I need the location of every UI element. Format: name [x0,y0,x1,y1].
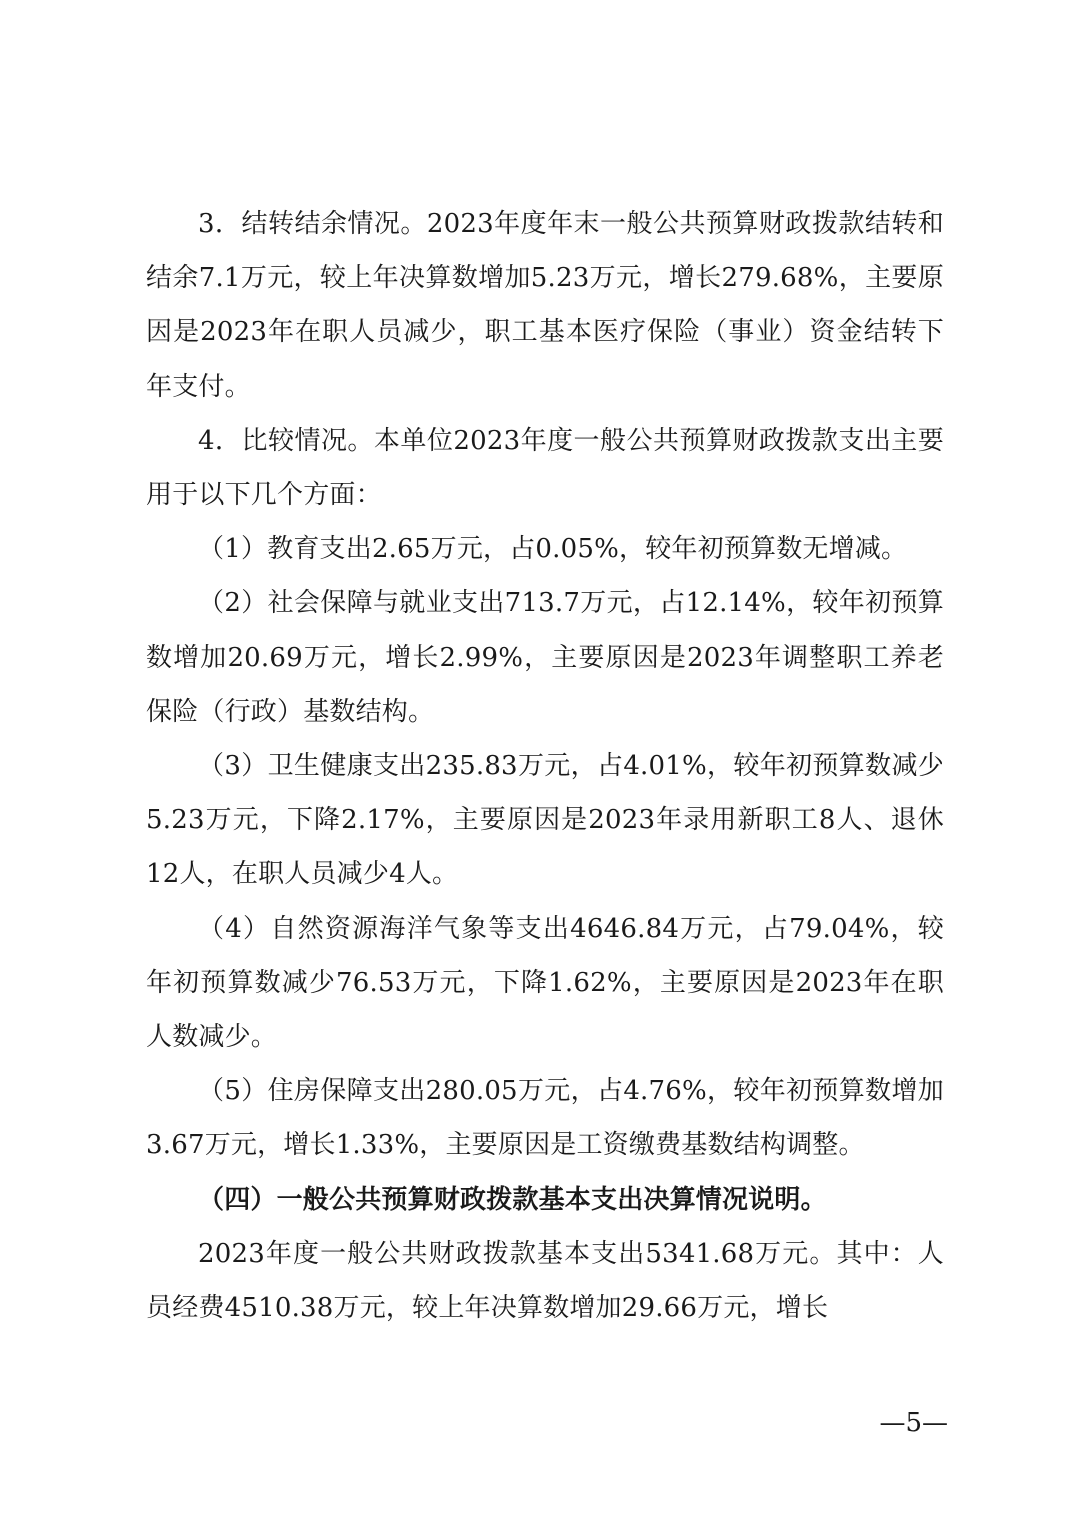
body-text [146,197,944,1335]
page-number: —5— [879,1408,948,1438]
paragraph-basic-expenditure: 2023年度一般公共财政拨款基本支出5341.68万元。其中：人员经费4510.38万元，较上年决算数增加29.66万元，增长 [146,1238,944,1324]
paragraph-education-expense: （1）教育支出2.65万元，占0.05%，较年初预算数无增减。 [198,534,908,565]
paragraph-natural-resources-expense: （4）自然资源海洋气象等支出4646.84万元，占79.04%，较年初预算数减少76.53万元，下降1.62%，主要原因是2023年在职人数减少。 [146,913,944,1053]
section-heading-basic-expenditure: （四）一般公共预算财政拨款基本支出决算情况说明。 [198,1184,827,1215]
paragraph-social-security-expense: （2）社会保障与就业支出713.7万元，占12.14%，较年初预算数增加20.69万元，增长2.99%，主要原因是2023年调整职工养老保险（行政）基数结构。 [146,588,944,727]
paragraph-health-expense: （3）卫生健康支出235.83万元，占4.01%，较年初预算数减少5.23万元，下降2.17%，主要原因是2023年录用新职工8人、退休12人，在职人员减少4人。 [146,751,944,890]
paragraph-comparison-intro: 4．比较情况。本单位2023年度一般公共预算财政拨款支出主要用于以下几个方面： [146,425,944,511]
paragraph-housing-expense: （5）住房保障支出280.05万元，占4.76%，较年初预算数增加3.67万元，增长1.33%，主要原因是工资缴费基数结构调整。 [146,1076,944,1161]
paragraph-carryover-balance: 3．结转结余情况。2023年度年末一般公共预算财政拨款结转和结余7.1万元，较上年决算数增加5.23万元，增长279.68%，主要原因是2023年在职人员减少，职工基本医疗保险（事业）资金结转下年支付。 [146,209,944,402]
